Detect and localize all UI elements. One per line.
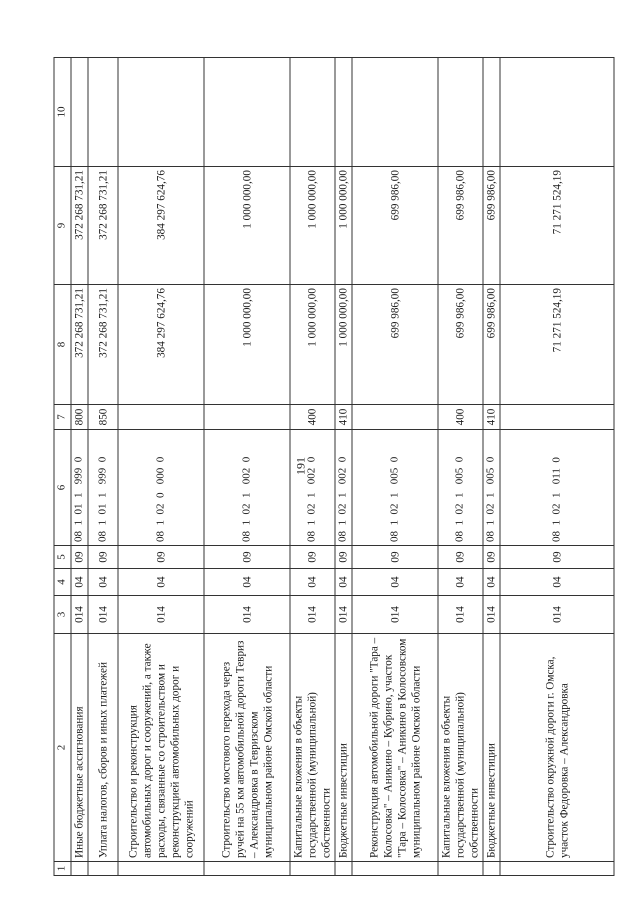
rotated-table-container	[54, 58, 615, 876]
row-sum-9: 1 000 000,00	[290, 167, 335, 285]
row-sum-8: 1 000 000,00	[290, 285, 335, 405]
row-grbs: 014	[118, 596, 204, 634]
row-csr: 08 1 02 1 005 0	[352, 430, 438, 546]
row-grbs: 014	[204, 596, 290, 634]
row-marker	[88, 862, 118, 876]
row-sum-8: 372 268 731,21	[88, 285, 118, 405]
row-rz: 04	[88, 569, 118, 596]
table-row	[483, 58, 500, 876]
row-pr: 09	[483, 546, 500, 569]
col-header-2: 2	[54, 634, 71, 862]
row-grbs: 014	[438, 596, 483, 634]
row-csr: 08 1 01 1 999 0	[71, 430, 88, 546]
table-row	[71, 58, 88, 876]
row-rz: 04	[352, 569, 438, 596]
row-vr	[204, 405, 290, 430]
row-pr: 09	[118, 546, 204, 569]
header-row	[54, 58, 71, 876]
col-header-10: 10	[54, 58, 71, 167]
row-marker	[204, 862, 290, 876]
row-name: Реконструкция автомобильной дороги "Тара – Колосовка" – Аникино – Кубрино, участок "Тара – Колосовка" – Аникино в Колосовском муниципальном районе Омской области	[352, 634, 438, 862]
table-row	[88, 58, 118, 876]
table-row	[352, 58, 438, 876]
row-pr: 09	[204, 546, 290, 569]
row-pr: 09	[71, 546, 88, 569]
row-sum-8: 699 986,00	[352, 285, 438, 405]
row-marker	[118, 862, 204, 876]
col-header-7: 7	[54, 405, 71, 430]
row-rz: 04	[483, 569, 500, 596]
row-csr: 08 1 01 1 999 0	[88, 430, 118, 546]
row-pr: 09	[335, 546, 352, 569]
table-row	[204, 58, 290, 876]
row-pr: 09	[290, 546, 335, 569]
row-sum-10	[500, 58, 614, 167]
row-sum-10	[483, 58, 500, 167]
col-header-6: 6	[54, 430, 71, 546]
row-marker	[335, 862, 352, 876]
row-sum-10	[290, 58, 335, 167]
row-vr	[352, 405, 438, 430]
row-grbs: 014	[88, 596, 118, 634]
row-marker	[71, 862, 88, 876]
row-name: Строительство мостового перехода через ручей на 55 км автомобильной дороги Тевриз – Александровка в Тевризском муниципальном районе Омской области	[204, 634, 290, 862]
row-sum-9: 372 268 731,21	[88, 167, 118, 285]
row-marker	[500, 862, 614, 876]
row-sum-8: 699 986,00	[483, 285, 500, 405]
row-csr: 08 1 02 1 002 0	[204, 430, 290, 546]
row-sum-9: 71 271 524,19	[500, 167, 614, 285]
row-marker	[438, 862, 483, 876]
row-marker	[483, 862, 500, 876]
row-sum-10	[438, 58, 483, 167]
col-header-8: 8	[54, 285, 71, 405]
row-sum-9: 1 000 000,00	[204, 167, 290, 285]
row-sum-10	[88, 58, 118, 167]
row-marker	[352, 862, 438, 876]
row-pr: 09	[88, 546, 118, 569]
table-row	[438, 58, 483, 876]
table-row	[500, 58, 614, 876]
row-name: Строительство и реконструкция автомобильных дорог и сооружений, а также расходы, связанные со строительством и реконструкцией автомобильных дорог и сооружений	[118, 634, 204, 862]
col-header-4: 4	[54, 569, 71, 596]
table-row	[118, 58, 204, 876]
row-rz: 04	[290, 569, 335, 596]
row-rz: 04	[118, 569, 204, 596]
row-csr: 08 1 02 1 005 0	[438, 430, 483, 546]
row-sum-8: 699 986,00	[438, 285, 483, 405]
col-header-1: 1	[54, 862, 71, 876]
row-pr: 09	[438, 546, 483, 569]
row-sum-9: 1 000 000,00	[335, 167, 352, 285]
row-name: Капитальные вложения в объекты государственной (муниципальной) собственности	[438, 634, 483, 862]
row-vr	[500, 405, 614, 430]
row-vr: 800	[71, 405, 88, 430]
row-name: Бюджетные инвестиции	[483, 634, 500, 862]
row-sum-9: 699 986,00	[483, 167, 500, 285]
row-rz: 04	[204, 569, 290, 596]
row-vr: 400	[290, 405, 335, 430]
row-vr: 410	[483, 405, 500, 430]
row-grbs: 014	[335, 596, 352, 634]
row-grbs: 014	[290, 596, 335, 634]
row-sum-10	[204, 58, 290, 167]
row-sum-8: 1 000 000,00	[335, 285, 352, 405]
row-name: Строительство окружной дороги г. Омска, участок Федоровка – Александровка	[500, 634, 614, 862]
row-csr: 08 1 02 1 011 0	[500, 430, 614, 546]
row-sum-8: 372 268 731,21	[71, 285, 88, 405]
row-grbs: 014	[71, 596, 88, 634]
row-rz: 04	[438, 569, 483, 596]
row-sum-10	[71, 58, 88, 167]
row-csr: 08 1 02 1 002 0	[335, 430, 352, 546]
row-sum-10	[335, 58, 352, 167]
row-sum-9: 384 297 624,76	[118, 167, 204, 285]
row-sum-9: 699 986,00	[438, 167, 483, 285]
row-name: Уплата налогов, сборов и иных платежей	[88, 634, 118, 862]
row-sum-8: 1 000 000,00	[204, 285, 290, 405]
row-marker	[290, 862, 335, 876]
row-vr: 400	[438, 405, 483, 430]
row-grbs: 014	[483, 596, 500, 634]
row-csr: 08 1 02 0 000 0	[118, 430, 204, 546]
col-header-3: 3	[54, 596, 71, 634]
row-rz: 04	[71, 569, 88, 596]
row-rz: 04	[335, 569, 352, 596]
row-sum-9: 372 268 731,21	[71, 167, 88, 285]
row-rz: 04	[500, 569, 614, 596]
row-name: Бюджетные инвестиции	[335, 634, 352, 862]
table-row	[335, 58, 352, 876]
row-vr	[118, 405, 204, 430]
row-grbs: 014	[352, 596, 438, 634]
page-number: 191	[293, 457, 308, 475]
row-pr: 09	[352, 546, 438, 569]
row-vr: 410	[335, 405, 352, 430]
row-name: Капитальные вложения в объекты государственной (муниципальной) собственности	[290, 634, 335, 862]
col-header-5: 5	[54, 546, 71, 569]
row-sum-10	[352, 58, 438, 167]
row-csr: 08 1 02 1 005 0	[483, 430, 500, 546]
row-name: Иные бюджетные ассигнования	[71, 634, 88, 862]
table-row	[290, 58, 335, 876]
row-sum-8: 384 297 624,76	[118, 285, 204, 405]
row-sum-9: 699 986,00	[352, 167, 438, 285]
row-vr: 850	[88, 405, 118, 430]
row-csr: 08 1 02 1 002 0	[290, 430, 335, 546]
budget-table	[54, 57, 615, 876]
row-pr: 09	[500, 546, 614, 569]
col-header-9: 9	[54, 167, 71, 285]
row-sum-8: 71 271 524,19	[500, 285, 614, 405]
row-grbs: 014	[500, 596, 614, 634]
row-sum-10	[118, 58, 204, 167]
